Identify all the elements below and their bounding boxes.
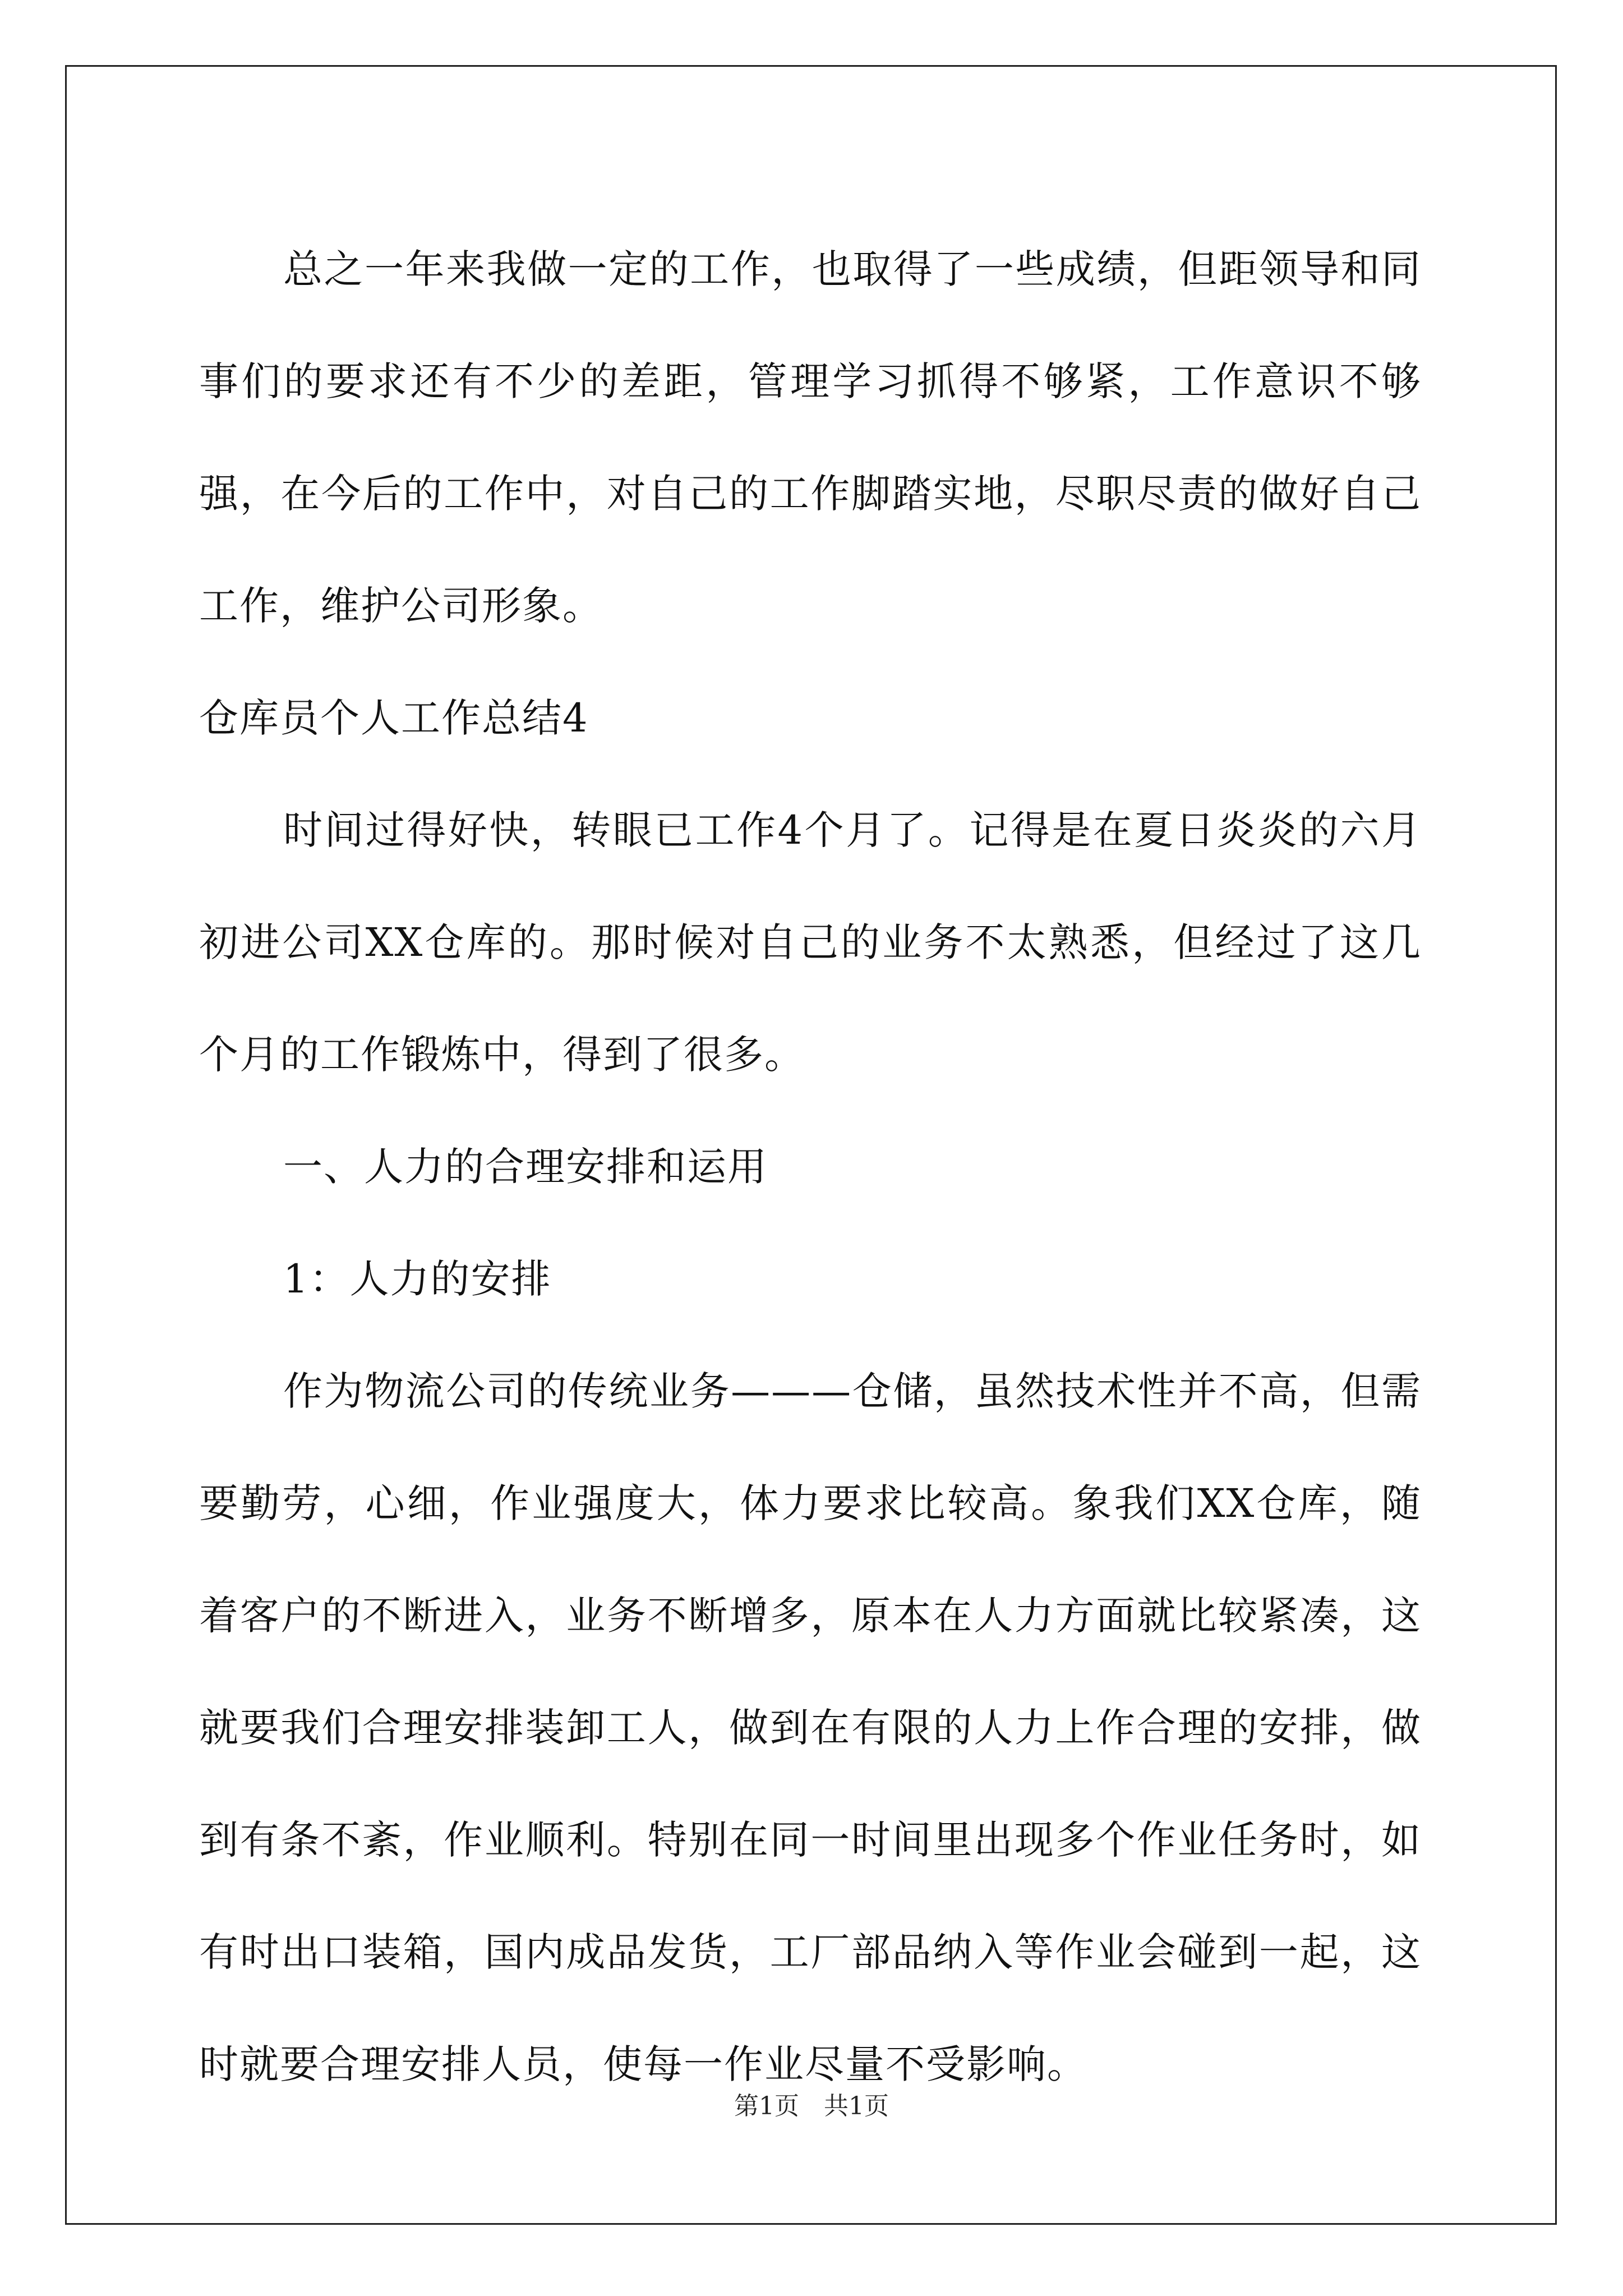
subheading-arrangement: 1：人力的安排 [283,1256,552,1302]
subheading-manpower: 一、人力的合理安排和运用 [283,1144,768,1190]
section-heading: 仓库员个人工作总结4 [199,695,589,741]
paragraph-arrangement: 作为物流公司的传统业务———仓储，虽然技术性并不高，但需要勤劳，心细，作业强度大，体力要求比较高。象我们XX仓库，随着客户的不断进入，业务不断增多，原本在人力方面就比较紧凑，这就要我们合理安排装卸工人，做到在有限的人力上作合理的安排，做到有条不紊，作业顺利。特别在同一时间里出现多个作业任务时，如有时出口装箱，国内成品发货，工厂部品纳入等作业会碰到一起，这时就要合理安排人员，使每一作业尽量不受影响。 [199,1368,1422,2087]
paragraph-summary: 总之一年来我做一定的工作，也取得了一些成绩，但距领导和同事们的要求还有不少的差距，管理学习抓得不够紧，工作意识不够强，在今后的工作中，对自己的工作脚踏实地，尽职尽责的做好自己工作，维护公司形象。 [199,246,1422,629]
page-footer: 第1页 共1页 [734,2092,889,2120]
document-body [199,213,1422,2120]
paragraph-intro: 时间过得好快，转眼已工作4个月了。记得是在夏日炎炎的六月初进公司XX仓库的。那时候对自己的业务不太熟悉，但经过了这几个月的工作锻炼中，得到了很多。 [199,807,1422,1078]
